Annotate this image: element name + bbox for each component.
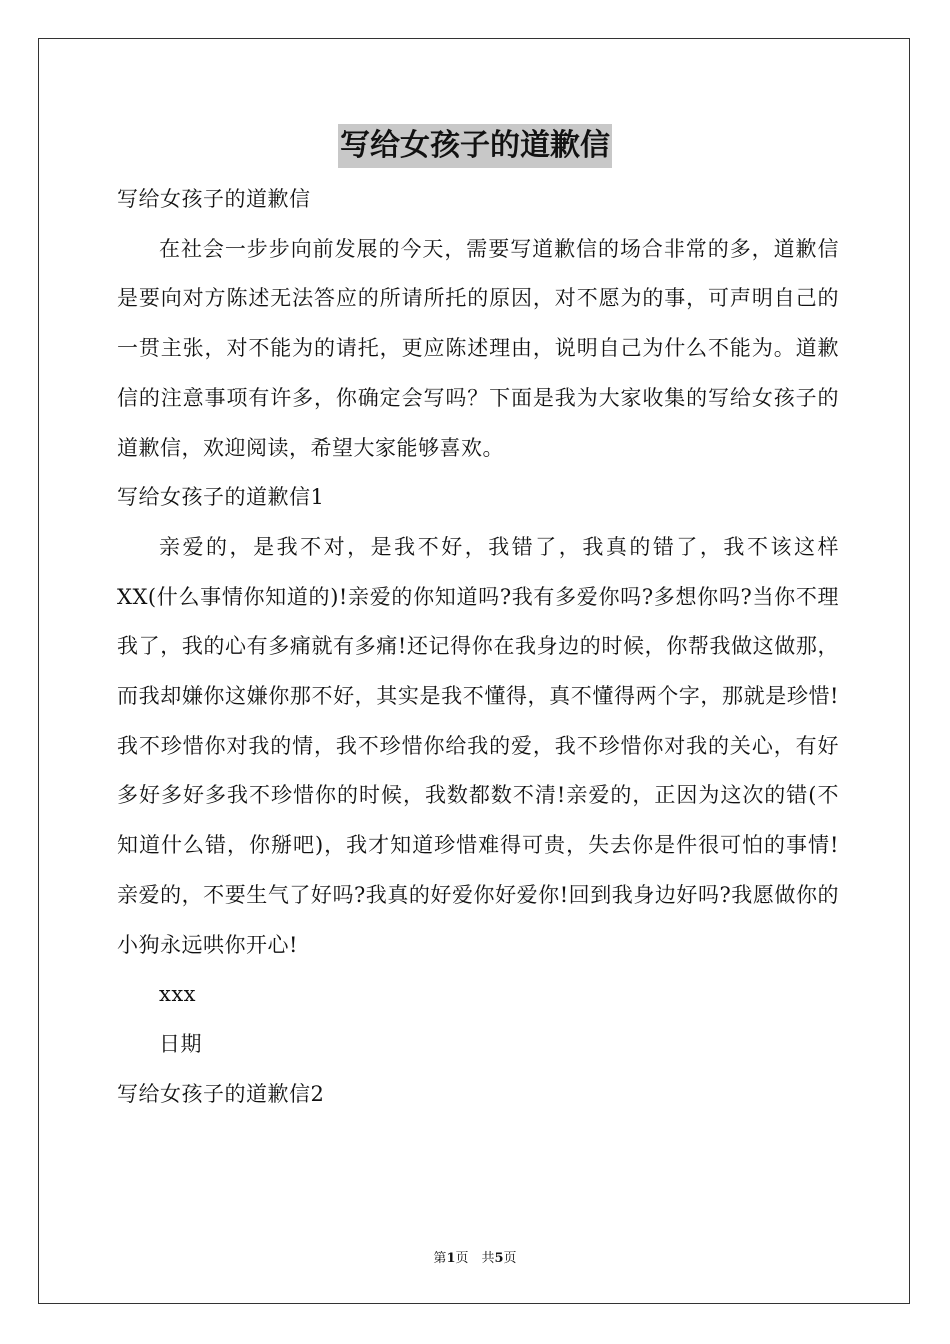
section-heading-2: 写给女孩子的道歉信2: [117, 1081, 325, 1106]
signature: xxx: [159, 982, 197, 1007]
footer-prefix: 第: [433, 1251, 447, 1266]
date-label: 日期: [159, 1031, 202, 1056]
subtitle: 写给女孩子的道歉信: [117, 187, 311, 211]
title-container: [0, 124, 950, 168]
section-heading-1: 写给女孩子的道歉信1: [117, 485, 325, 510]
page-footer: [0, 1247, 950, 1266]
footer-current-page: 1: [446, 1251, 456, 1266]
letter-1-body: 亲爱的，是我不对，是我不好，我错了，我真的错了，我不该这样XX(什么事情你知道的)!亲爱的你知道吗?我有多爱你吗?多想你吗?当你不理我了，我的心有多痛就有多痛!还记得你在我身边的时候，你帮我做这做那，而我却嫌你这嫌你那不好，其实是我不懂得，真不懂得两个字，那就是珍惜!我不珍惜你对我的情，我不珍惜你给我的爱，我不珍惜你对我的关心，有好多好多好多我不珍惜你的时候，我数都数不清!亲爱的，正因为这次的错(不知道什么错，你掰吧)，我才知道珍惜难得可贵，失去你是件很可怕的事情!亲爱的，不要生气了好吗?我真的好爱你好爱你!回到我身边好吗?我愿做你的小狗永远哄你开心!: [117, 534, 839, 957]
footer-suffix: 页: [503, 1251, 517, 1266]
document-body: [117, 175, 839, 1119]
footer-mid: 页 共: [455, 1251, 495, 1266]
intro-paragraph: 在社会一步步向前发展的今天，需要写道歉信的场合非常的多，道歉信是要向对方陈述无法答应的所请所托的原因，对不愿为的事，可声明自己的一贯主张，对不能为的请托，更应陈述理由，说明自己为什么不能为。道歉信的注意事项有许多，你确定会写吗？下面是我为大家收集的写给女孩子的道歉信，欢迎阅读，希望大家能够喜欢。: [117, 236, 839, 460]
footer-total-pages: 5: [494, 1251, 504, 1266]
document-title: 写给女孩子的道歉信: [338, 124, 612, 168]
